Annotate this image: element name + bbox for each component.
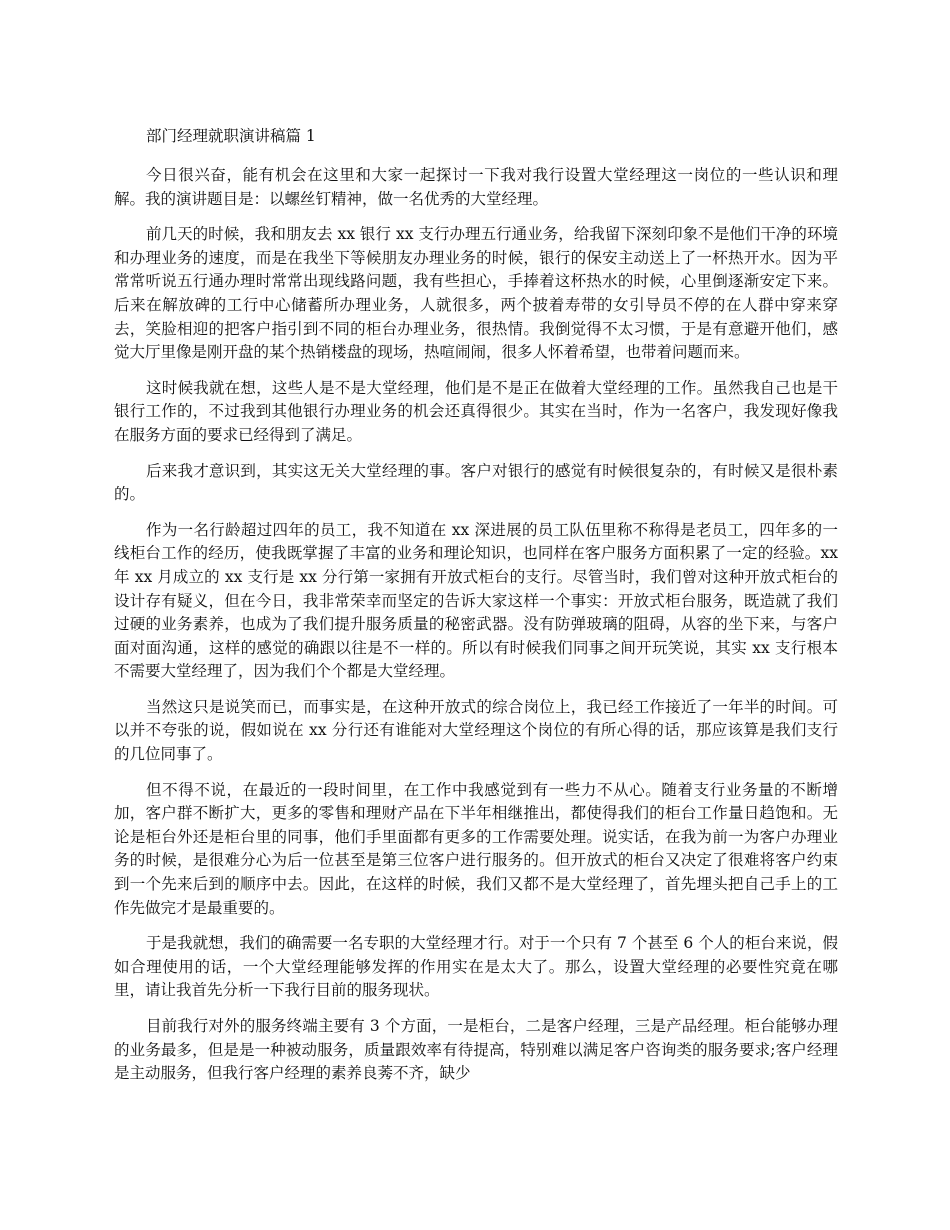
document-page [114,124,838,1098]
document-title: 部门经理就职演讲稿篇 1 [146,127,316,145]
paragraph-6: 当然这只是说笑而已，而事实是，在这种开放式的综合岗位上，我已经工作接近了一年半的时间。可以并不夸张的说，假如说在 xx 分行还有谁能对大堂经理这个岗位的有所心得的话，那应该算是我们支行的几位同事了。 [114,697,838,764]
paragraph-1: 今日很兴奋，能有机会在这里和大家一起探讨一下我对我行设置大堂经理这一岗位的一些认识和理解。我的演讲题目是：以螺丝钉精神，做一名优秀的大堂经理。 [114,166,838,208]
paragraph-4: 后来我才意识到，其实这无关大堂经理的事。客户对银行的感觉有时候很复杂的，有时候又是很朴素的。 [114,461,838,504]
paragraph-8: 于是我就想，我们的确需要一名专职的大堂经理才行。对于一个只有 7 个甚至 6 个人的柜台来说，假如合理使用的话，一个大堂经理能够发挥的作用实在是太大了。那么，设置大堂经理的必要性究竟在哪里，请让我首先分析一下我行目前的服务现状。 [114,934,838,1000]
paragraph-5: 作为一名行龄超过四年的员工，我不知道在 xx 深进展的员工队伍里称不称得是老员工，四年多的一线柜台工作的经历，使我既掌握了丰富的业务和理论知识，也同样在客户服务方面积累了一定的经验。xx 年 xx 月成立的 xx 支行是 xx 分行第一家拥有开放式柜台的支行。尽管当时，我们曾对这种开放式柜台的设计存有疑义，但在今日，我非常荣幸而坚定的告诉大家这样一个事实：开放式柜台服务，既造就了我们过硬的业务素养，也成为了我们提升服务质量的秘密武器。没有防弹玻璃的阻碍，从容的坐下来，与客户面对面沟通，这样的感觉的确跟以往是不一样的。所以有时候我们同事之间开玩笑说，其实 xx 支行根本不需要大堂经理了，因为我们个个都是大堂经理。 [114,520,838,681]
paragraph-3: 这时候我就在想，这些人是不是大堂经理，他们是不是正在做着大堂经理的工作。虽然我自己也是干银行工作的，不过我到其他银行办理业务的机会还真得很少。其实在当时，作为一名客户，我发现好像我在服务方面的要求已经得到了满足。 [114,378,838,444]
paragraph-2: 前几天的时候，我和朋友去 xx 银行 xx 支行办理五行通业务，给我留下深刻印象不是他们干净的环境和办理业务的速度，而是在我坐下等候朋友办理业务的时候，银行的保安主动送上了一杯热开水。因为平常常听说五行通办理时常常出现线路问题，我有些担心，手捧着这杯热水的时候，心里倒逐渐安定下来。后来在解放碑的工行中心储蓄所办理业务，人就很多，两个披着寿带的女引导员不停的在人群中穿来穿去，笑脸相迎的把客户指引到不同的柜台办理业务，很热情。我倒觉得不太习惯，于是有意避开他们，感觉大厅里像是刚开盘的某个热销楼盘的现场，热喧闹闹，很多人怀着希望，也带着问题而来。 [114,225,838,362]
paragraph-9: 目前我行对外的服务终端主要有 3 个方面，一是柜台，二是客户经理，三是产品经理。柜台能够办理的业务最多，但是是一种被动服务，质量跟效率有待提高，特别难以满足客户咨询类的服务要求;客户经理是主动服务，但我行客户经理的素养良莠不齐，缺少 [114,1017,838,1083]
paragraph-7: 但不得不说，在最近的一段时间里，在工作中我感觉到有一些力不从心。随着支行业务量的不断增加，客户群不断扩大，更多的零售和理财产品在下半年相继推出，都使得我们的柜台工作量日趋饱和。无论是柜台外还是柜台里的同事，他们手里面都有更多的工作需要处理。说实话，在我为前一为客户办理业务的时候，是很难分心为后一位甚至是第三位客户进行服务的。但开放式的柜台又决定了很难将客户约束到一个先来后到的顺序中去。因此，在这样的时候，我们又都不是大堂经理了，首先埋头把自己手上的工作先做完才是最重要的。 [114,780,838,917]
